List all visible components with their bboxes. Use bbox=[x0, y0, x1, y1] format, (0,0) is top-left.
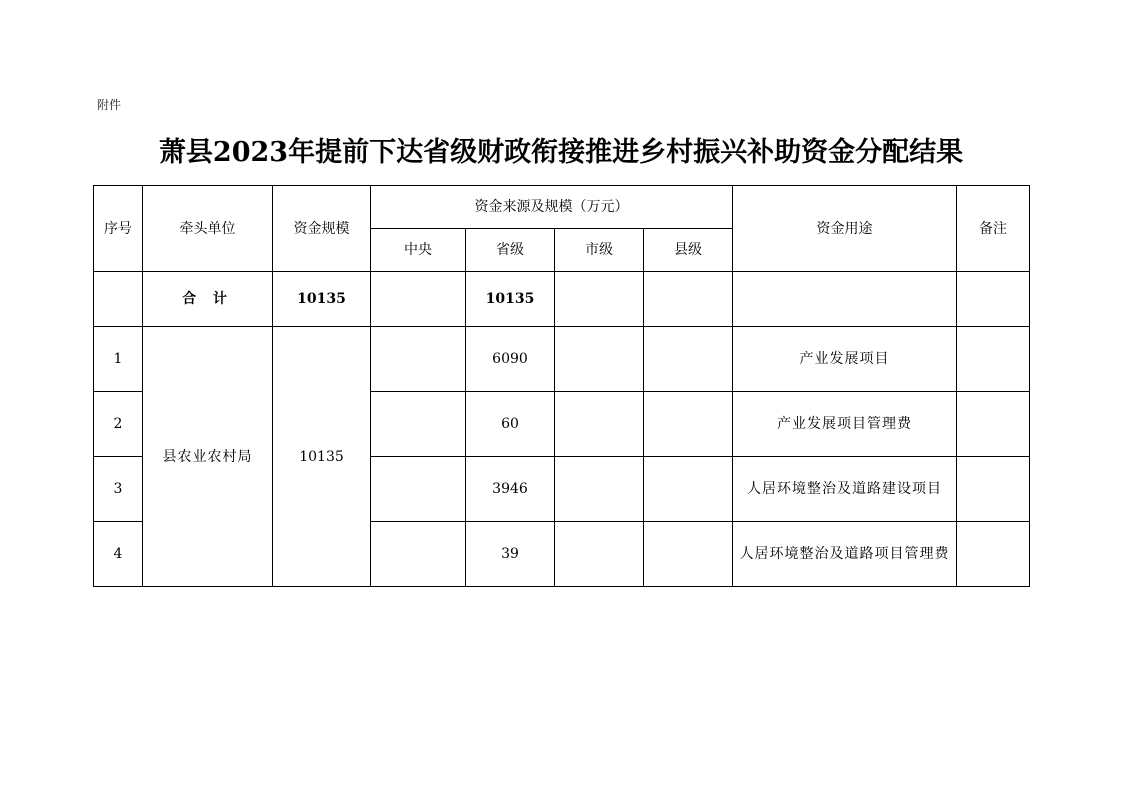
row-central bbox=[371, 457, 466, 522]
lead-unit-cell: 县农业农村局 bbox=[143, 327, 273, 587]
total-label: 合 计 bbox=[143, 272, 273, 327]
row-remarks bbox=[957, 522, 1030, 587]
total-seq bbox=[94, 272, 143, 327]
total-provincial: 10135 bbox=[466, 272, 555, 327]
header-seq: 序号 bbox=[94, 186, 143, 272]
row-city bbox=[555, 392, 644, 457]
row-remarks bbox=[957, 327, 1030, 392]
row-remarks bbox=[957, 392, 1030, 457]
row-central bbox=[371, 327, 466, 392]
header-fund-scale: 资金规模 bbox=[273, 186, 371, 272]
document-title: 萧县2023年提前下达省级财政衔接推进乡村振兴补助资金分配结果 bbox=[158, 137, 964, 168]
total-county bbox=[644, 272, 733, 327]
header-provincial: 省级 bbox=[466, 229, 555, 272]
row-central bbox=[371, 522, 466, 587]
group-fund-scale-cell: 10135 bbox=[273, 327, 371, 587]
row-provincial: 6090 bbox=[466, 327, 555, 392]
row-seq: 2 bbox=[94, 392, 143, 457]
row-county bbox=[644, 327, 733, 392]
total-central bbox=[371, 272, 466, 327]
row-county bbox=[644, 457, 733, 522]
total-remarks bbox=[957, 272, 1030, 327]
table-row bbox=[94, 327, 1030, 392]
row-city bbox=[555, 327, 644, 392]
total-city bbox=[555, 272, 644, 327]
header-city: 市级 bbox=[555, 229, 644, 272]
header-usage: 资金用途 bbox=[733, 186, 957, 272]
row-usage: 产业发展项目 bbox=[733, 327, 957, 392]
row-central bbox=[371, 392, 466, 457]
row-county bbox=[644, 522, 733, 587]
total-fund-scale: 10135 bbox=[273, 272, 371, 327]
row-usage: 人居环境整治及道路项目管理费 bbox=[733, 522, 957, 587]
row-usage: 产业发展项目管理费 bbox=[733, 392, 957, 457]
header-county: 县级 bbox=[644, 229, 733, 272]
row-provincial: 39 bbox=[466, 522, 555, 587]
row-remarks bbox=[957, 457, 1030, 522]
row-seq: 3 bbox=[94, 457, 143, 522]
header-row-1 bbox=[94, 186, 1030, 229]
header-central: 中央 bbox=[371, 229, 466, 272]
header-lead-unit: 牵头单位 bbox=[143, 186, 273, 272]
row-provincial: 3946 bbox=[466, 457, 555, 522]
total-usage bbox=[733, 272, 957, 327]
row-seq: 4 bbox=[94, 522, 143, 587]
row-usage: 人居环境整治及道路建设项目 bbox=[733, 457, 957, 522]
attachment-label: 附件 bbox=[97, 98, 122, 112]
row-city bbox=[555, 522, 644, 587]
row-city bbox=[555, 457, 644, 522]
header-source-group: 资金来源及规模（万元） bbox=[371, 186, 733, 229]
row-provincial: 60 bbox=[466, 392, 555, 457]
row-seq: 1 bbox=[94, 327, 143, 392]
total-row bbox=[94, 272, 1030, 327]
row-county bbox=[644, 392, 733, 457]
header-remarks: 备注 bbox=[957, 186, 1030, 272]
allocation-table bbox=[93, 185, 1030, 587]
